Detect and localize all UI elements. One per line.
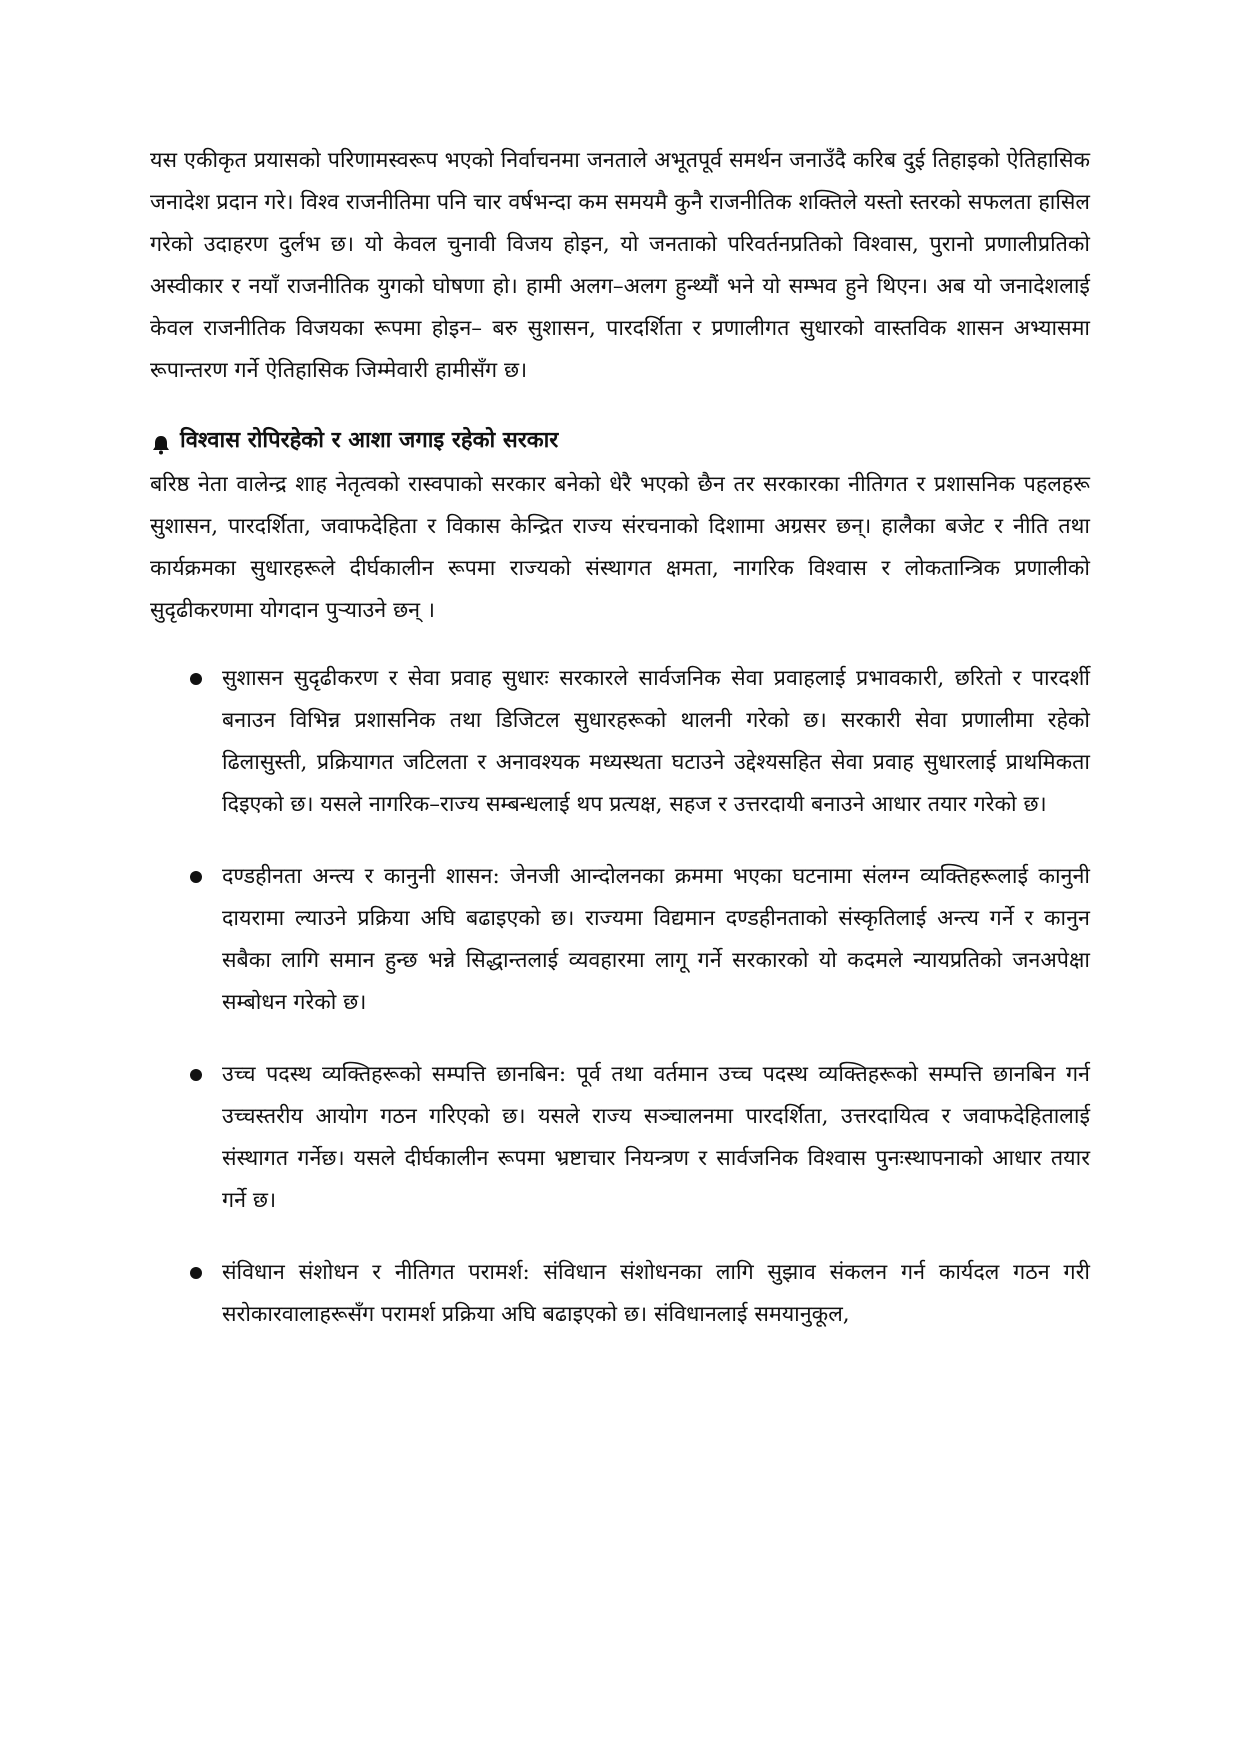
- bullet-icon: [190, 1267, 202, 1279]
- bullet-list: [150, 658, 1090, 1336]
- section-heading-text: विश्वास रोपिरहेको र आशा जगाइ रहेको सरकार: [180, 427, 559, 453]
- list-item: [150, 1252, 1090, 1336]
- list-item-text: उच्च पदस्थ व्यक्तिहरूको सम्पत्ति छानबिन: पूर्व तथा वर्तमान उच्च पदस्थ व्यक्तिहरूको सम्पत्ति छानबिन गर्न उच्चस्तरीय आयोग गठन गरिएको छ। यसले राज्य सञ्चालनमा पारदर्शिता, उत्तरदायित्व र जवाफदेहितालाई संस्थागत गर्नेछ। यसले दीर्घकालीन रूपमा भ्रष्टाचार नियन्त्रण र सार्वजनिक विश्वास पुनःस्थापनाको आधार तयार गर्ने छ।: [222, 1062, 1090, 1213]
- bullet-icon: [190, 673, 202, 685]
- list-item-text: सुशासन सुदृढीकरण र सेवा प्रवाह सुधारः सरकारले सार्वजनिक सेवा प्रवाहलाई प्रभावकारी, छरितो र पारदर्शी बनाउन विभिन्न प्रशासनिक तथा डिजिटल सुधारहरूको थालनी गरेको छ। सरकारी सेवा प्रणालीमा रहेको ढिलासुस्ती, प्रक्रियागत जटिलता र अनावश्यक मध्यस्थता घटाउने उद्देश्यसहित सेवा प्रवाह सुधारलाई प्राथमिकता दिइएको छ। यसले नागरिक–राज्य सम्बन्धलाई थप प्रत्यक्ष, सहज र उत्तरदायी बनाउने आधार तयार गरेको छ।: [222, 666, 1090, 817]
- bullet-icon: [190, 871, 202, 883]
- list-item-text: दण्डहीनता अन्त्य र कानुनी शासन: जेनजी आन्दोलनका क्रममा भएका घटनामा संलग्न व्यक्तिहरूलाई कानुनी दायरामा ल्याउने प्रक्रिया अघि बढाइएको छ। राज्यमा विद्यमान दण्डहीनताको संस्कृतिलाई अन्त्य गर्ने र कानुन सबैका लागि समान हुन्छ भन्ने सिद्धान्तलाई व्यवहारमा लागू गर्ने सरकारको यो कदमले न्यायप्रतिको जनअपेक्षा सम्बोधन गरेको छ।: [222, 864, 1090, 1015]
- bullet-icon: [190, 1069, 202, 1081]
- list-item: [150, 856, 1090, 1024]
- section-heading: [150, 420, 1090, 460]
- section-paragraph: बरिष्ठ नेता वालेन्द्र शाह नेतृत्वको रास्वपाको सरकार बनेको धेरै भएको छैन तर सरकारका नीतिगत र प्रशासनिक पहलहरू सुशासन, पारदर्शिता, जवाफदेहिता र विकास केन्द्रित राज्य संरचनाको दिशामा अग्रसर छन्। हालैका बजेट र नीति तथा कार्यक्रमका सुधारहरूले दीर्घकालीन रूपमा राज्यको संस्थागत क्षमता, नागरिक विश्वास र लोकतान्त्रिक प्रणालीको सुदृढीकरणमा योगदान पुर्‍याउने छन् ।: [150, 472, 1090, 623]
- list-item-text: संविधान संशोधन र नीतिगत परामर्श: संविधान संशोधनका लागि सुझाव संकलन गर्न कार्यदल गठन गरी सरोकारवालाहरूसँग परामर्श प्रक्रिया अघि बढाइएको छ। संविधानलाई समयानुकूल,: [222, 1260, 1090, 1327]
- list-item: [150, 1054, 1090, 1222]
- intro-paragraph: यस एकीकृत प्रयासको परिणामस्वरूप भएको निर्वाचनमा जनताले अभूतपूर्व समर्थन जनाउँदै करिब दुई तिहाइको ऐतिहासिक जनादेश प्रदान गरे। विश्व राजनीतिमा पनि चार वर्षभन्दा कम समयमै कुनै राजनीतिक शक्तिले यस्तो स्तरको सफलता हासिल गरेको उदाहरण दुर्लभ छ। यो केवल चुनावी विजय होइन, यो जनताको परिवर्तनप्रतिको विश्वास, पुरानो प्रणालीप्रतिको अस्वीकार र नयाँ राजनीतिक युगको घोषणा हो। हामी अलग–अलग हुन्थ्यौं भने यो सम्भव हुने थिएन। अब यो जनादेशलाई केवल राजनीतिक विजयका रूपमा होइन– बरु सुशासन, पारदर्शिता र प्रणालीगत सुधारको वास्तविक शासन अभ्यासमा रूपान्तरण गर्ने ऐतिहासिक जिम्मेवारी हामीसँग छ।: [150, 148, 1090, 383]
- list-item: [150, 658, 1090, 826]
- document-page: [150, 140, 1090, 1366]
- bell-icon: [150, 429, 172, 451]
